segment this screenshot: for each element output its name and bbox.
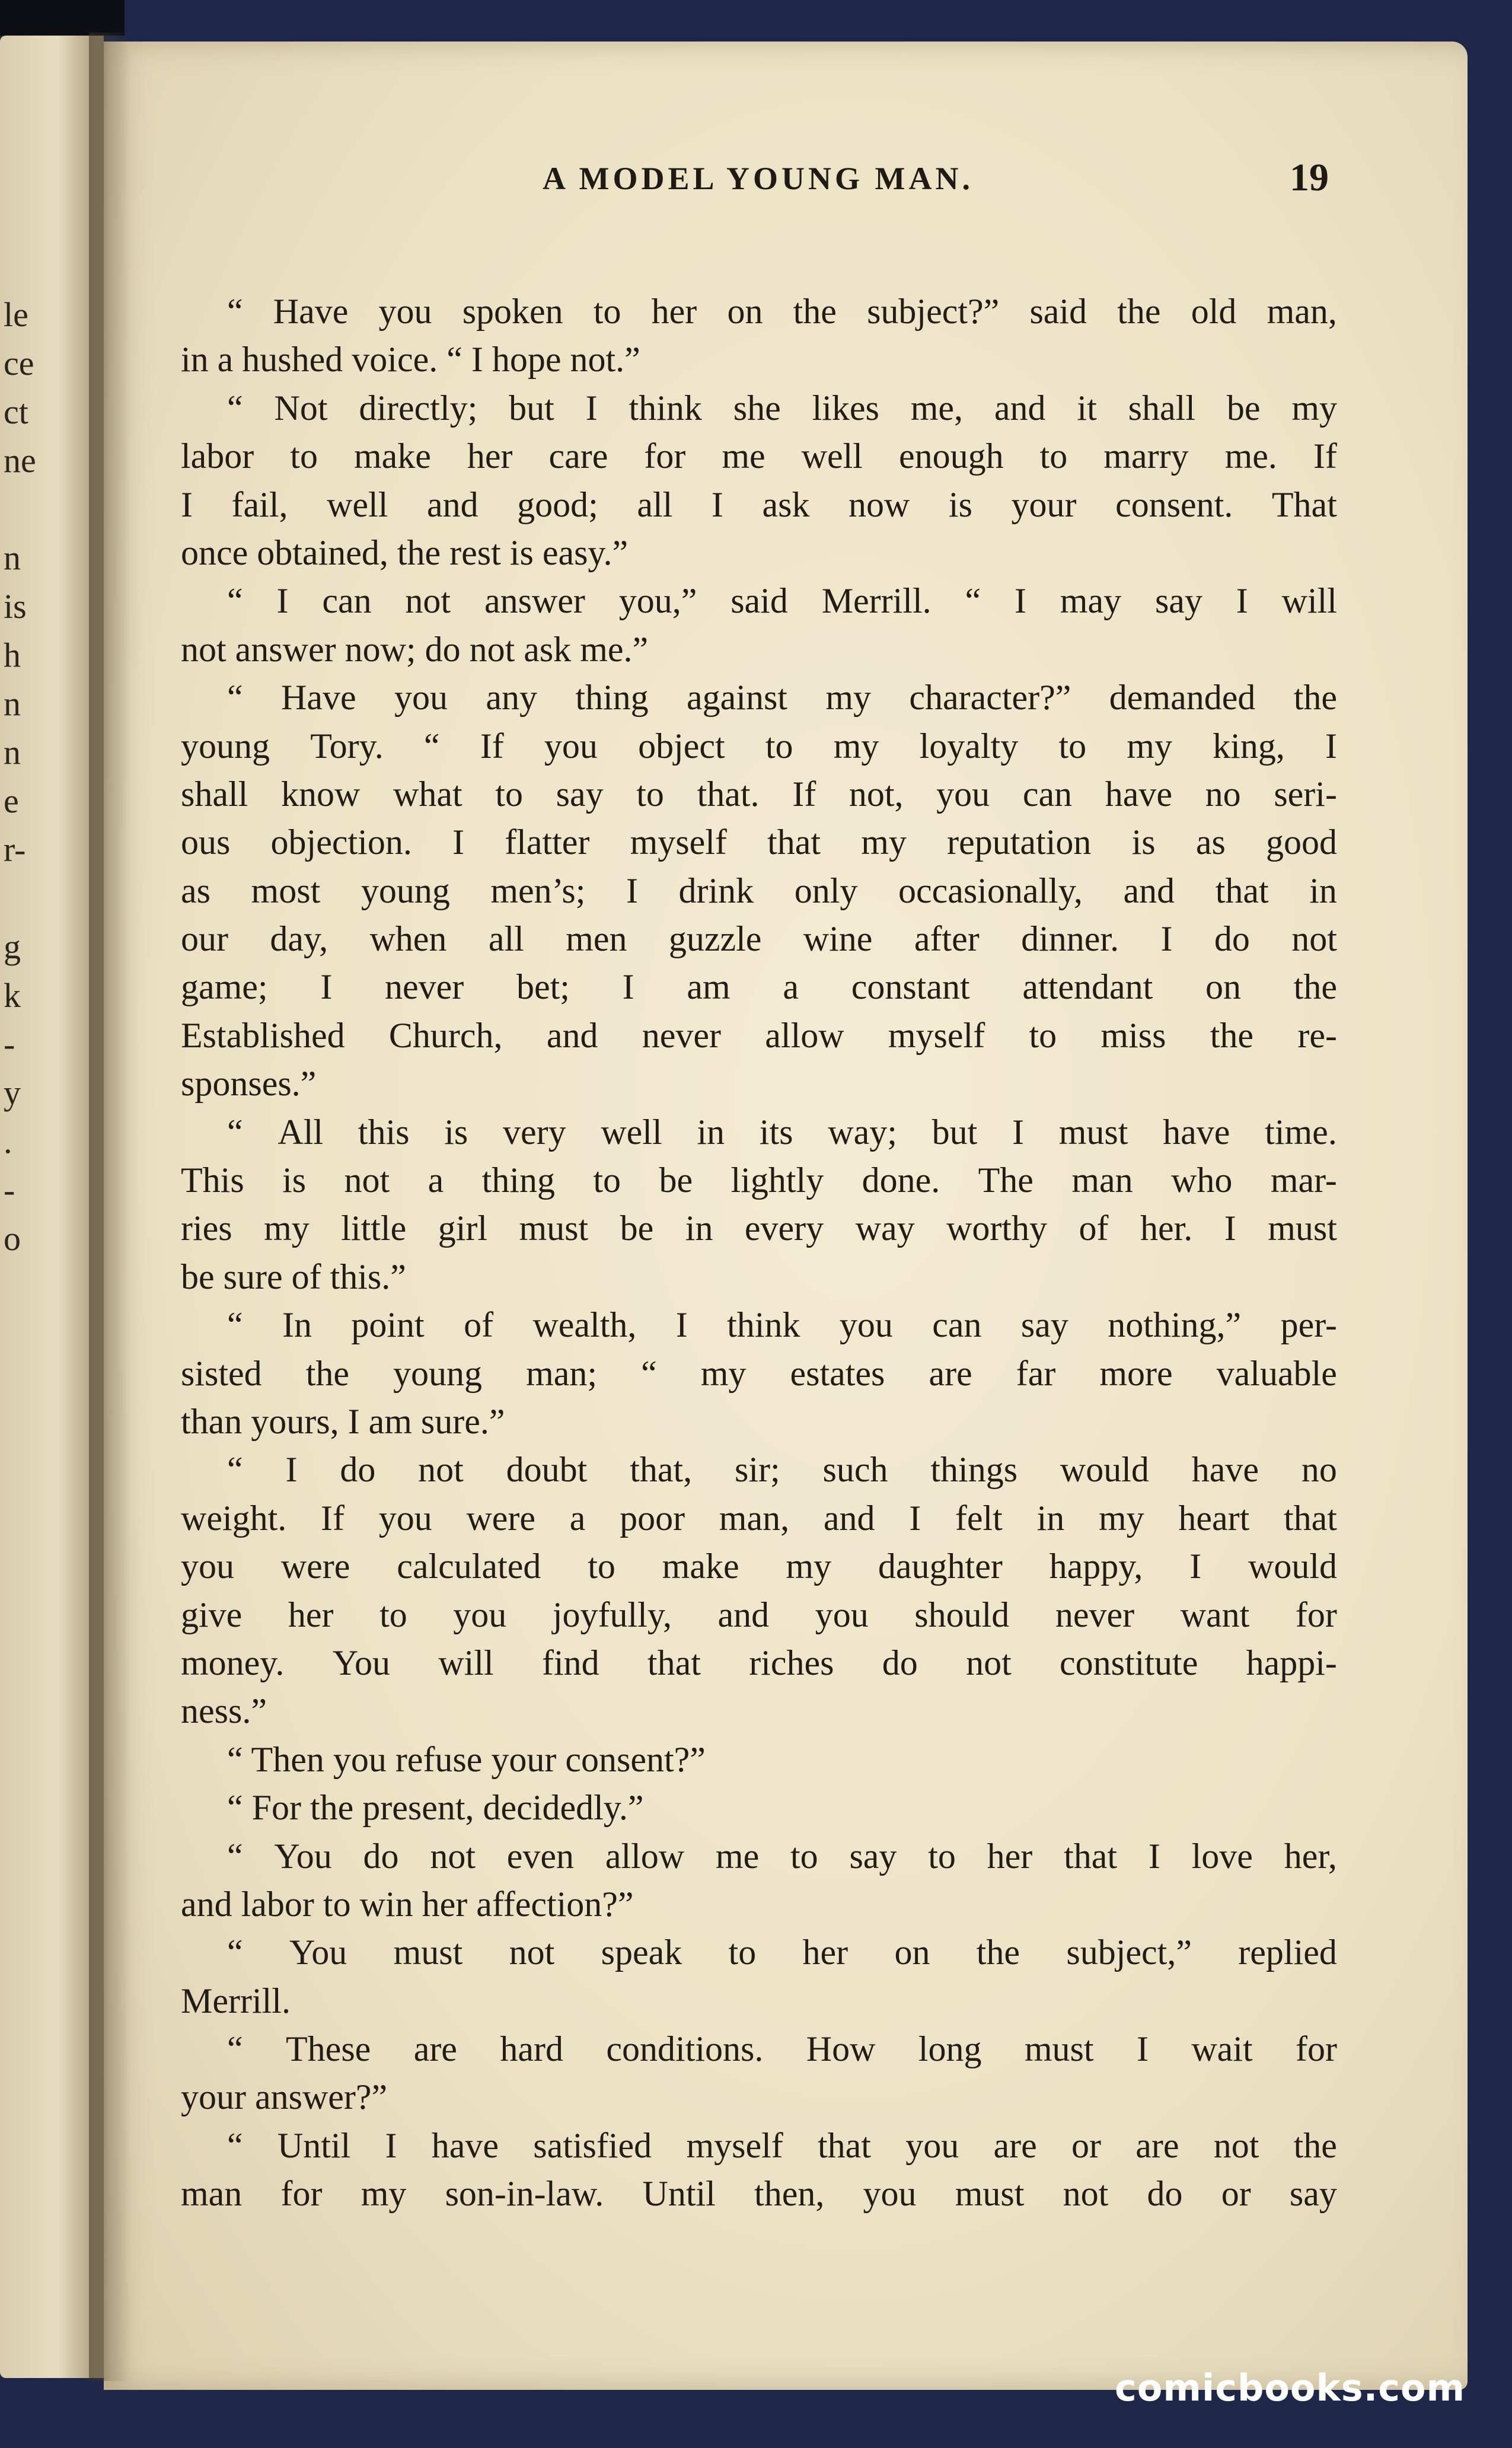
text-line: once obtained, the rest is easy.” bbox=[181, 533, 629, 572]
text-line: This is not a thing to be lightly done. The man who mar- bbox=[181, 1161, 1337, 1200]
left-page-fragment: h bbox=[4, 636, 21, 674]
text-line: “ All this is very well in its way; but I must have time. bbox=[227, 1112, 1337, 1152]
left-page-fragment: . bbox=[4, 1122, 12, 1161]
watermark: comicbooks.com bbox=[1115, 2366, 1466, 2409]
binding-strip bbox=[0, 0, 125, 36]
text-line: give her to you joyfully, and you should never want for bbox=[181, 1595, 1337, 1634]
text-line: I fail, well and good; all I ask now is your consent. That bbox=[181, 485, 1337, 524]
left-page-fragment bbox=[0, 874, 42, 923]
left-page-fragment: y bbox=[4, 1073, 21, 1112]
left-page-fragment: e bbox=[4, 782, 19, 820]
left-page-fragment: is bbox=[4, 587, 27, 626]
left-page-fragment: n bbox=[4, 733, 21, 772]
text-line: money. You will find that riches do not constitute happi- bbox=[181, 1643, 1337, 1682]
page-number: 19 bbox=[1290, 156, 1329, 199]
text-line: and labor to win her affection?” bbox=[181, 1884, 634, 1924]
page-body-text bbox=[181, 288, 1337, 2218]
text-line: “ These are hard conditions. How long must I wait for bbox=[227, 2029, 1337, 2069]
running-head bbox=[104, 156, 1468, 208]
text-line: “ I do not doubt that, sir; such things would have no bbox=[227, 1450, 1337, 1490]
left-page-fragment: ct bbox=[4, 393, 28, 431]
left-page-fragment: n bbox=[4, 684, 21, 723]
text-line: not answer now; do not ask me.” bbox=[181, 629, 649, 669]
text-line: young Tory. “ If you object to my loyalty to my king, I bbox=[181, 726, 1337, 766]
text-line: “ Have you any thing against my character?” demanded the bbox=[227, 678, 1337, 718]
left-page-fragment: k bbox=[4, 976, 21, 1015]
left-page-fragment bbox=[0, 485, 42, 534]
book-page bbox=[104, 42, 1468, 2390]
text-line: “ Have you spoken to her on the subject?” said the old man, bbox=[227, 292, 1337, 331]
left-page-fragment: ne bbox=[4, 441, 36, 480]
text-line: as most young men’s; I drink only occasionally, and that in bbox=[181, 871, 1337, 910]
text-line: “ For the present, decidedly.” bbox=[227, 1788, 644, 1828]
text-line: than yours, I am sure.” bbox=[181, 1401, 505, 1441]
text-line: our day, when all men guzzle wine after dinner. I do not bbox=[181, 919, 1337, 959]
left-page-fragment: ce bbox=[4, 344, 34, 383]
text-line: your answer?” bbox=[181, 2077, 388, 2117]
text-line: weight. If you were a poor man, and I felt in my heart that bbox=[181, 1498, 1337, 1538]
text-line: in a hushed voice. “ I hope not.” bbox=[181, 340, 640, 380]
text-line: you were calculated to make my daughter happy, I would bbox=[181, 1547, 1337, 1586]
text-line: sponses.” bbox=[181, 1064, 317, 1104]
text-line: be sure of this.” bbox=[181, 1257, 406, 1296]
text-line: “ Not directly; but I think she likes me, and it shall be my bbox=[227, 388, 1337, 428]
left-page-fragment: n bbox=[4, 538, 21, 577]
left-page-fragment: le bbox=[4, 295, 28, 334]
running-title: A MODEL YOUNG MAN. bbox=[543, 161, 974, 196]
left-page-fragment: o bbox=[4, 1219, 21, 1258]
text-line: Established Church, and never allow myself to miss the re- bbox=[181, 1015, 1337, 1055]
left-page-fragment: g bbox=[4, 927, 21, 966]
left-page-edge bbox=[0, 36, 104, 2378]
text-line: “ Then you refuse your consent?” bbox=[227, 1739, 706, 1779]
text-line: “ I can not answer you,” said Merrill. “ I may say I will bbox=[227, 581, 1337, 621]
text-line: ous objection. I flatter myself that my reputation is as good bbox=[181, 823, 1337, 862]
text-line: shall know what to say to that. If not, you can have no seri- bbox=[181, 774, 1337, 814]
left-page-fragment: - bbox=[4, 1171, 15, 1209]
text-line: labor to make her care for me well enough to marry me. If bbox=[181, 436, 1337, 476]
text-line: “ You do not even allow me to say to her that I love her, bbox=[227, 1836, 1337, 1876]
text-line: “ You must not speak to her on the subject,” replied bbox=[227, 1933, 1337, 1972]
binding-gutter-shadow bbox=[89, 33, 130, 2381]
text-line: ries my little girl must be in every way worthy of her. I must bbox=[181, 1209, 1337, 1248]
text-line: sisted the young man; “ my estates are far more valuable bbox=[181, 1353, 1337, 1393]
text-line: man for my son-in-law. Until then, you must not do or say bbox=[181, 2174, 1337, 2214]
left-page-fragment: r- bbox=[4, 830, 26, 869]
left-page-text-fragments bbox=[0, 291, 42, 1263]
left-page-fragment: - bbox=[4, 1025, 15, 1063]
text-line: “ In point of wealth, I think you can say nothing,” per- bbox=[227, 1305, 1337, 1345]
text-line: Merrill. bbox=[181, 1981, 291, 2020]
text-line: “ Until I have satisfied myself that you are or are not the bbox=[227, 2125, 1337, 2165]
text-line: game; I never bet; I am a constant attendant on the bbox=[181, 967, 1337, 1007]
text-line: ness.” bbox=[181, 1691, 267, 1731]
